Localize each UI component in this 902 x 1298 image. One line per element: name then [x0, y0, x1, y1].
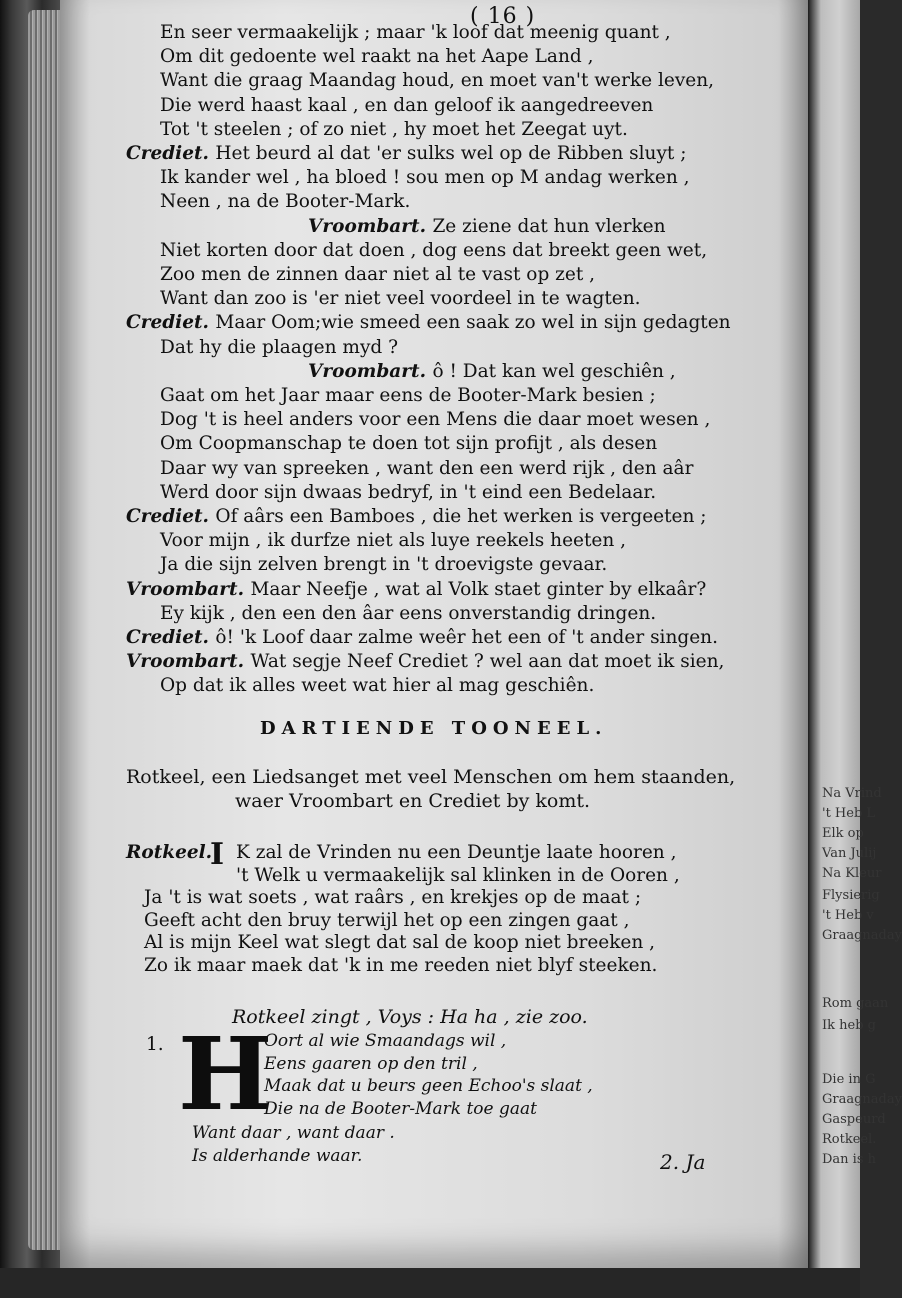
dialogue-line: [126, 506, 707, 528]
rotkeel-line: K zal de Vrinden nu een Deuntje laate hooren ,: [236, 842, 677, 863]
dialogue-text: Wat segje Neef Crediet ? wel aan dat moet ik sien,: [250, 651, 725, 673]
dialogue-text: Die werd haast kaal , en dan geloof ik aangedreeven: [160, 94, 654, 116]
dialogue-text: Voor mijn , ik durfze niet als luye reekels heeten ,: [160, 530, 627, 552]
dialogue-text: Zoo men de zinnen daar niet al te vast op zet ,: [160, 264, 596, 285]
dialogue-line: [160, 22, 671, 44]
facing-page-text: Na Kleur: [822, 866, 882, 881]
facing-page-text: Flysierig: [822, 888, 880, 903]
song-line: Die na de Booter-Mark toe gaat: [264, 1098, 537, 1119]
facing-page-text: Graagnaday: [822, 1092, 902, 1107]
dialogue-line: [160, 337, 398, 359]
dialogue-line: [160, 482, 656, 504]
dialogue-text: Of aârs een Bamboes , die het werken is vergeeten ;: [215, 506, 707, 527]
facing-page-text: 't Heb L: [822, 806, 876, 821]
dialogue-text: Want dan zoo is 'er niet veel voordeel in te wagten.: [160, 288, 641, 310]
dialogue-text: Om Coopmanschap te doen tot sijn profijt , als desen: [160, 433, 658, 455]
dialogue-text: En seer vermaakelijk ; maar 'k loof dat meenig quant ,: [160, 22, 671, 43]
facing-page-text: Die in G: [822, 1072, 876, 1087]
speaker-label: Crediet.: [126, 312, 216, 334]
dialogue-line: [160, 530, 626, 552]
dialogue-text: Werd door sijn dwaas bedryf, in 't eind een Bedelaar.: [160, 481, 657, 503]
speaker-label: Vroombart.: [308, 215, 433, 237]
dialogue-line: [160, 603, 656, 625]
song-dropcap: H: [178, 1015, 273, 1133]
dialogue-text: Om dit gedoente wel raakt na het Aape Land ,: [160, 46, 594, 68]
page-number: ( 16 ): [470, 4, 536, 29]
song-line: Oort al wie Smaandags wil ,: [264, 1031, 507, 1051]
dialogue-line: [160, 119, 628, 141]
song-tail-line: Want daar , want daar .: [192, 1123, 395, 1143]
facing-page-text: Van Julij: [822, 846, 877, 861]
song-line: Maak dat u beurs geen Echoo's slaat ,: [264, 1076, 593, 1096]
facing-page-text: Dan is h: [822, 1152, 877, 1167]
dialogue-line: [160, 240, 707, 262]
speaker-label: Crediet.: [126, 627, 216, 648]
dialogue-text: Dat hy die plaagen myd ?: [160, 336, 399, 358]
facing-page-text: Gaspeurd: [822, 1112, 886, 1127]
dialogue-text: Dog 't is heel anders voor een Mens die daar moet wesen ,: [160, 409, 711, 431]
dialogue-text: Het beurd al dat 'er sulks wel op de Ribben sluyt ;: [215, 143, 687, 164]
dialogue-line: [160, 167, 690, 189]
facing-page-text: 't Heb v: [822, 908, 874, 923]
rotkeel-line: 't Welk u vermaakelijk sal klinken in de Ooren ,: [236, 864, 680, 886]
rotkeel-line: Ja 't is wat soets , wat raârs , en krekjes op de maat ;: [144, 887, 642, 908]
dialogue-text: Gaat om het Jaar maar eens de Booter-Mark besien ;: [160, 385, 656, 406]
dialogue-line: [308, 361, 676, 383]
dialogue-line: [160, 70, 714, 92]
dialogue-text: Ik kander wel , ha bloed ! sou men op M andag werken ,: [160, 167, 690, 189]
speaker-label: Vroombart.: [126, 651, 251, 673]
facing-page-text: Rom gaan: [822, 996, 889, 1011]
dialogue-text: Daar wy van spreeken , want den een werd rijk , den aâr: [160, 457, 694, 479]
dialogue-line: [160, 46, 593, 68]
dialogue-text: Maar Oom;wie smeed een saak zo wel in sijn gedagten: [215, 312, 731, 334]
bottom-shadow: [0, 1268, 860, 1298]
dialogue-line: [126, 651, 724, 673]
song-tail-line: Is alderhande waar.: [192, 1145, 363, 1166]
dialogue-text: Ze ziene dat hun vlerken: [432, 215, 666, 237]
dialogue-text: Ey kijk , den een den âar eens onverstandig dringen.: [160, 602, 657, 624]
scene-title: DARTIENDE TOONEEL.: [260, 718, 608, 739]
dialogue-line: [160, 385, 656, 407]
song-heading: Rotkeel zingt , Voys : Ha ha , zie zoo.: [232, 1006, 588, 1028]
dialogue-text: Tot 't steelen ; of zo niet , hy moet het Zeegat uyt.: [160, 118, 628, 140]
dialogue-line: [308, 216, 666, 238]
rotkeel-line: Zo ik maar maek dat 'k in me reeden niet blyf steeken.: [144, 954, 658, 976]
dialogue-line: [160, 433, 657, 455]
dialogue-line: [126, 312, 731, 334]
facing-page-text: Rotkeel.: [822, 1132, 877, 1147]
dialogue-line: [126, 143, 686, 165]
dialogue-line: [126, 627, 718, 649]
dialogue-text: ô ! Dat kan wel geschiên ,: [432, 360, 676, 382]
speaker-rotkeel: Rotkeel.: [126, 842, 213, 863]
dialogue-line: [160, 288, 641, 310]
song-number: 1.: [146, 1034, 164, 1055]
dialogue-text: ô! 'k Loof daar zalme weêr het een of 't ander singen.: [215, 627, 718, 648]
speaker-label: Crediet.: [126, 506, 216, 527]
dialogue-line: [160, 264, 595, 286]
dialogue-line: [160, 675, 594, 697]
dialogue-line: [126, 579, 706, 601]
dialogue-text: Neen , na de Booter-Mark.: [160, 191, 411, 213]
dialogue-text: Want die graag Maandag houd, en moet van't werke leven,: [160, 70, 715, 92]
speaker-label: Crediet.: [126, 143, 216, 164]
book-page: [60, 0, 808, 1268]
dialogue-text: Maar Neefje , wat al Volk staet ginter by elkaâr?: [250, 578, 707, 600]
dialogue-line: [160, 409, 710, 431]
dialogue-line: [160, 191, 410, 213]
speaker-label: Vroombart.: [126, 578, 251, 600]
facing-page-fragment: [808, 0, 902, 1298]
catchword: 2. Ja: [660, 1150, 706, 1174]
dialogue-line: [160, 95, 653, 117]
rotkeel-line: Geeft acht den bruy terwijl het op een zingen gaat ,: [144, 909, 630, 931]
dialogue-line: [160, 458, 693, 480]
stage-direction-2: waer Vroombart en Crediet by komt.: [235, 790, 591, 812]
rotkeel-line: Al is mijn Keel wat slegt dat sal de koop niet breeken ,: [144, 932, 656, 953]
dialogue-text: Ja die sijn zelven brengt in 't droevigste gevaar.: [160, 554, 608, 576]
dialogue-line: [160, 554, 607, 576]
stage-direction-1: Rotkeel, een Liedsanget met veel Menschen om hem staanden,: [126, 766, 736, 788]
dialogue-text: Op dat ik alles weet wat hier al mag geschiên.: [160, 675, 595, 697]
speaker-label: Vroombart.: [308, 360, 433, 382]
facing-page-text: Na Vrind: [822, 786, 882, 801]
facing-page-text: Elk op: [822, 826, 864, 841]
facing-page-text: Ik heb g: [822, 1018, 876, 1033]
dialogue-text: Niet korten door dat doen , dog eens dat breekt geen wet,: [160, 239, 708, 261]
initial-letter: I: [210, 837, 225, 872]
song-line: Eens gaaren op den tril ,: [264, 1053, 478, 1074]
facing-page-text: Graagnaday: [822, 928, 902, 943]
